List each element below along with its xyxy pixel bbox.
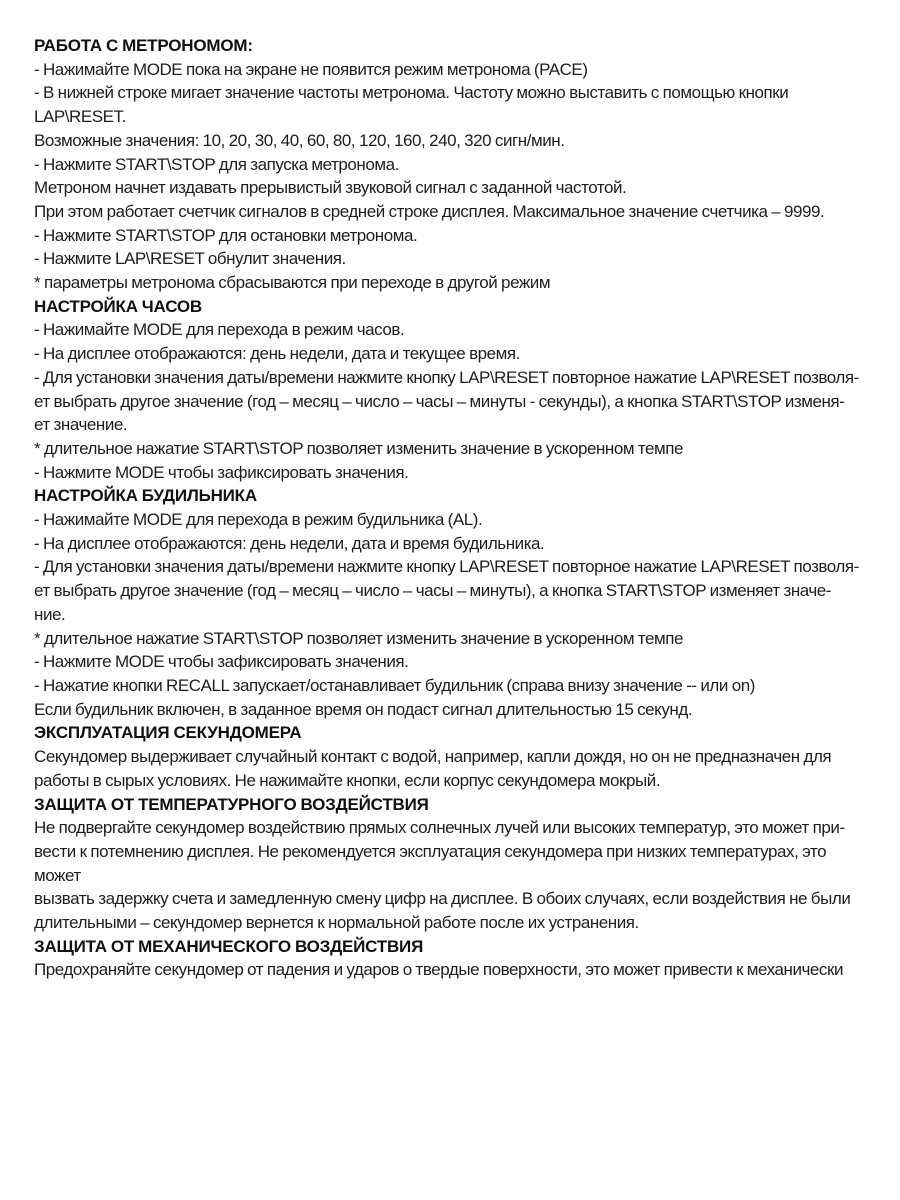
text-line: - Для установки значения даты/времени нажмите кнопку LAP\RESET повторное нажатие LAP\RESET позволя- [34,557,859,577]
text-line: * параметры метронома сбрасываются при переходе в другой режим [34,273,551,293]
text-line: - Нажмите START\STOP для запуска метронома. [34,154,399,174]
text-line: ет выбрать другое значение (год – месяц – число – часы – минуты - секунды), а кнопка START\STOP изменя- [34,391,845,411]
section-title-alarm: НАСТРОЙКА БУДИЛЬНИКА [34,486,257,506]
text-line: ние. [34,604,66,624]
section-title-metronome: РАБОТА С МЕТРОНОМОМ: [34,36,253,55]
section-title-temperature: ЗАЩИТА ОТ ТЕМПЕРАТУРНОГО ВОЗДЕЙСТВИЯ [34,794,429,814]
text-line: работы в сырых условиях. Не нажимайте кнопки, если корпус секундомера мокрый. [34,770,661,790]
text-line: - Нажмите MODE чтобы зафиксировать значения. [34,652,409,672]
text-line: - Нажмите MODE чтобы зафиксировать значения. [34,462,409,482]
text-line: вызвать задержку счета и замедленную смену цифр на дисплее. В обоих случаях, если воздействия не были [34,889,851,909]
section-title-clock: НАСТРОЙКА ЧАСОВ [34,296,202,316]
text-line: Если будильник включен, в заданное время он подаст сигнал длительностью 15 секунд. [34,699,693,719]
text-line: Метроном начнет издавать прерывистый звуковой сигнал с заданной частотой. [34,178,627,198]
text-line: * длительное нажатие START\STOP позволяет изменить значение в ускоренном темпе [34,628,684,648]
text-line: ет выбрать другое значение (год – месяц – число – часы – минуты), а кнопка START\STOP изменяет значе- [34,581,832,601]
text-line: - На дисплее отображаются: день недели, дата и время будильника. [34,533,545,553]
text-line: При этом работает счетчик сигналов в средней строке дисплея. Максимальное значение счетчика – 9999. [34,201,825,221]
text-line: Предохраняйте секундомер от падения и ударов о твердые поверхности, это может привести к механически [34,960,844,980]
text-line: вести к потемнению дисплея. Не рекомендуется эксплуатация секундомера при низких температурах, это [34,841,827,861]
text-line: - В нижней строке мигает значение частоты метронома. Частоту можно выставить с помощью кнопки [34,83,789,103]
text-line: - Нажмите START\STOP для остановки метронома. [34,225,418,245]
text-line: - На дисплее отображаются: день недели, дата и текущее время. [34,344,520,364]
text-line: Секундомер выдерживает случайный контакт с водой, например, капли дождя, но он не предназначен для [34,747,832,767]
text-line: - Для установки значения даты/времени нажмите кнопку LAP\RESET повторное нажатие LAP\RESET позволя- [34,367,859,387]
section-title-mechanical: ЗАЩИТА ОТ МЕХАНИЧЕСКОГО ВОЗДЕЙСТВИЯ [34,936,424,956]
text-line: Не подвергайте секундомер воздействию прямых солнечных лучей или высоких температур, это может при- [34,818,845,838]
text-line: LAP\RESET. [34,107,126,127]
text-line: - Нажимайте MODE пока на экране не появится режим метронома (PACE) [34,59,588,79]
text-line: может [34,865,81,885]
text-line: * длительное нажатие START\STOP позволяет изменить значение в ускоренном темпе [34,438,684,458]
text-line: - Нажмите LAP\RESET обнулит значения. [34,249,346,269]
text-line: ет значение. [34,415,128,435]
text-line: - Нажатие кнопки RECALL запускает/останавливает будильник (справа внизу значение -- или on) [34,675,755,695]
text-line: - Нажимайте MODE для перехода в режим часов. [34,320,405,340]
instruction-text [34,34,879,982]
section-title-operation: ЭКСПЛУАТАЦИЯ СЕКУНДОМЕРА [34,723,302,743]
text-line: Возможные значения: 10, 20, 30, 40, 60, 80, 120, 160, 240, 320 сигн/мин. [34,130,565,150]
text-line: - Нажимайте MODE для перехода в режим будильника (AL). [34,510,483,530]
text-line: длительными – секундомер вернется к нормальной работе после их устранения. [34,913,639,933]
